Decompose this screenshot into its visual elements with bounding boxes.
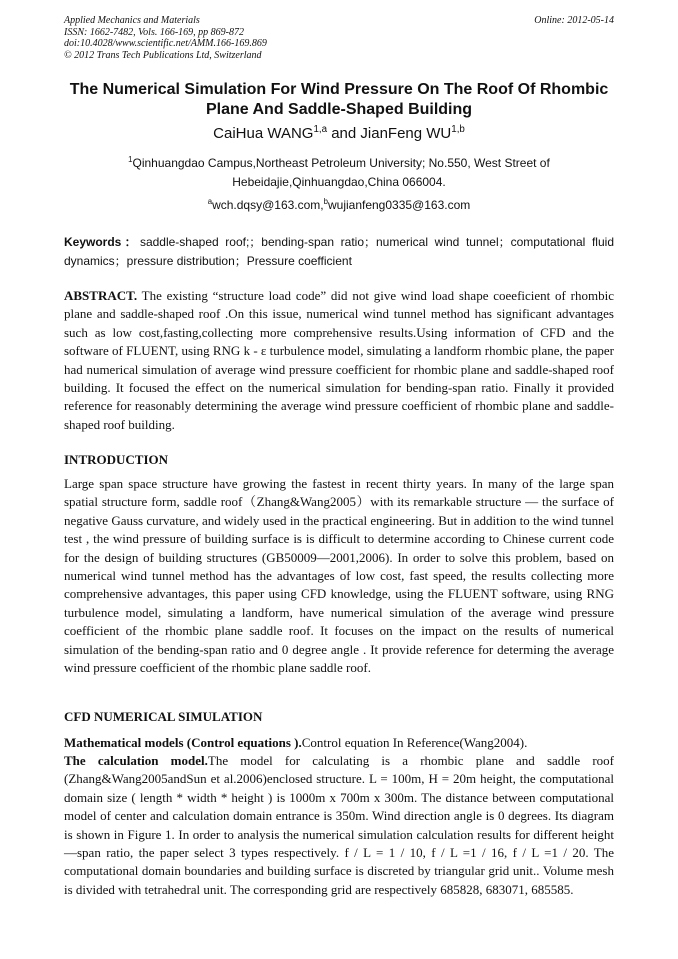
online-date: Online: 2012-05-14 (534, 15, 614, 26)
paper-title (60, 80, 618, 120)
issn: ISSN: 1662-7482, Vols. 166-169, pp 869-872 (64, 26, 244, 38)
author-1-sup: 1,a (313, 124, 328, 135)
author-2-sup: 1,b (451, 124, 465, 135)
calc-model-paragraph (64, 752, 614, 899)
author-1: CaiHua WANG (213, 125, 314, 142)
journal-name: Applied Mechanics and Materials (64, 15, 200, 26)
calc-model-text: The model for calculating is a rhombic plane and saddle roof (Zhang&Wang2005andSun et al.2006)enclosed structure. L = 100m, H = 20m height, the computational domain size ( length * width * height ) is 1000m x 700m x 300m. The distance between computational model of center and calculation domain entrance is 350m. Wind direction angle is 0 degrees. Its diagram is shown in Figure 1. In order to analysis the numerical simulation calculation results for different height—span ratio, the paper select 3 types respectively. f / L = 1 / 10, f / L =1 / 16, f / L =1 / 20. The computational domain boundaries and building surface is discreted by triangular grid unit.. Volume mesh is divided with tetrahedral unit. The corresponding grid are respectively 685828, 683071, 685585. (64, 753, 614, 897)
email-b-sup: b (323, 197, 328, 206)
journal-header (64, 15, 614, 61)
math-models-paragraph (64, 734, 614, 752)
keywords-text: saddle-shaped roof;；bending-span ratio；numerical wind tunnel；computational fluid dynamics；pressure distribution；Pressure coefficient (64, 235, 614, 268)
copyright: © 2012 Trans Tech Publications Ltd, Switzerland (64, 49, 262, 61)
affiliation-sup: 1 (128, 155, 133, 164)
math-models-label: Mathematical models (Control equations ). (64, 735, 302, 750)
abstract-label: ABSTRACT. (64, 288, 138, 303)
email-a[interactable]: wch.dqsy@163.com, (212, 198, 324, 212)
keywords-label: Keywords： (64, 235, 140, 249)
title-line-1: The Numerical Simulation For Wind Pressure On The Roof Of Rhombic (69, 81, 609, 98)
introduction-text: Large span space structure have growing the fastest in recent thirty years. In many of the large span spatial structure form, saddle roof（Zhang&Wang2005）with its remarkable structure — the surface of negative Gauss curvature, and widely used in the practical engineering. But in addition to the wind tunnel test , the wind pressure of building surface is is difficult to determine according to Chinese current code for the design of building structures (GB50009—2001,2006). In order to solve this problem, based on numerical wind tunnel method has the advantages of low cost, fast speed, the results collecting more comprehensive advantages, this paper using CFD knowledge, using the FLUENT software, using RNG turbulence model, simulating a landform, have numerical simulation of the average wind pressure coefficient of the rhombic plane saddle roof. It focuses on the impact on the results of numerical simulation of the bending-span ratio and 0 degree angle . It provide reference for determing the average wind pressure coefficient of the rhombic plane saddle roof. (64, 476, 614, 676)
emails (60, 196, 618, 214)
calc-model-label: The calculation model. (64, 753, 208, 768)
authors (60, 124, 618, 144)
affiliation (96, 154, 582, 192)
author-2: and JianFeng WU (331, 125, 452, 142)
title-line-2: Plane And Saddle-Shaped Building (205, 101, 473, 118)
introduction-heading: INTRODUCTION (64, 452, 169, 467)
abstract (64, 287, 614, 434)
email-a-sup: a (207, 197, 213, 206)
cfd-heading: CFD NUMERICAL SIMULATION (64, 709, 263, 724)
keywords (64, 233, 614, 271)
math-models-text: Control equation In Reference(Wang2004). (301, 735, 528, 750)
abstract-text: The existing “structure load code” did not give wind load shape coeeficient of rhombic plane and saddle-shaped roof .On this issue, numerical wind tunnel method has significant advantages such as low cost,fasting,collecting more comprehensive results.Using information of CFD and the software of FLUENT, using RNG k - ε turbulence model, simulating a landform rhombic plane, the paper had numerical simulation of average wind pressure coefficient for rhombic plane and saddle-shaped roof building. It focused the effect on the numerical simulation for bending-span ratio. Finally it provided reference for reasonably determining the average wind pressure coefficient of rhombic plane and saddle-shaped roof building. (64, 288, 614, 432)
affiliation-line-2: Hebeidajie,Qinhuangdao,China 066004. (232, 175, 446, 189)
doi-link[interactable]: doi:10.4028/www.scientific.net/AMM.166-169.869 (64, 38, 267, 49)
email-b[interactable]: wujianfeng0335@163.com (327, 198, 471, 212)
affiliation-line-1: Qinhuangdao Campus,Northeast Petroleum University; No.550, West Street of (132, 156, 550, 170)
